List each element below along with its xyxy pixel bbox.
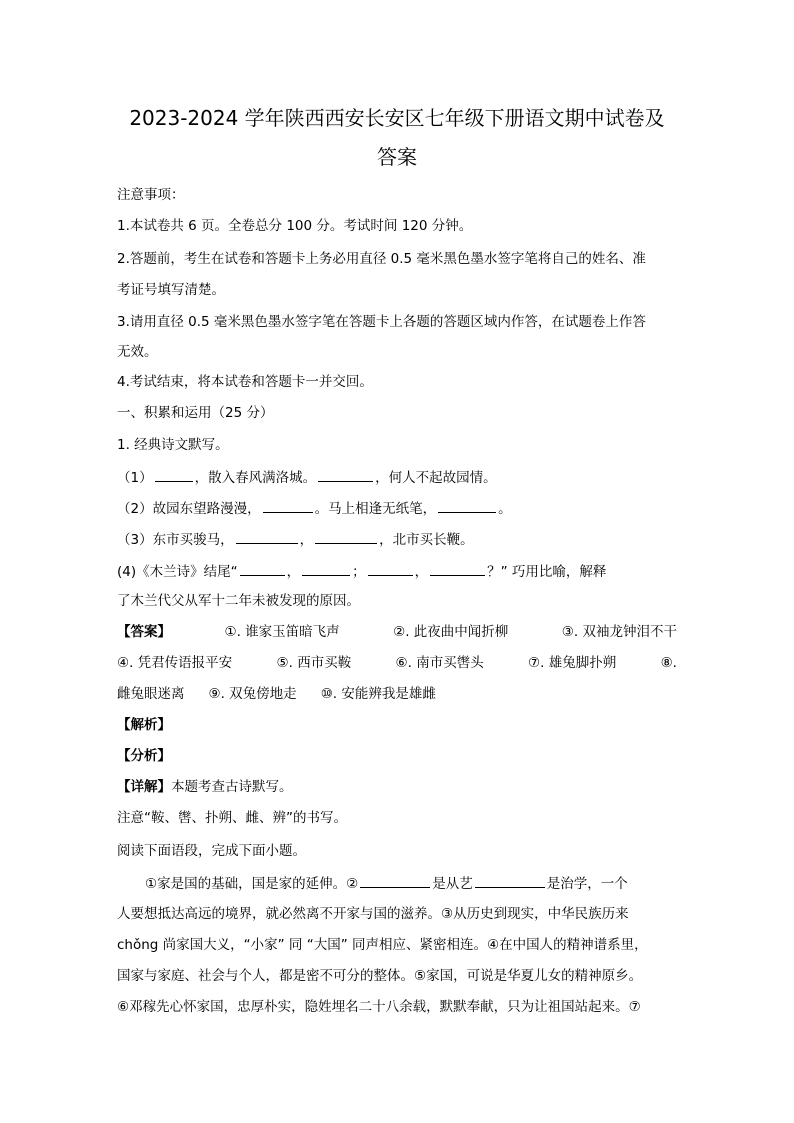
text: (4)《木兰诗》结尾“ bbox=[117, 564, 238, 580]
text: ①家是国的基础，国是家的延伸。② bbox=[145, 876, 359, 892]
blank bbox=[315, 529, 377, 544]
text: 。马上相逢无纸笔， bbox=[314, 501, 437, 517]
question-part-3 bbox=[117, 529, 677, 549]
answer-item: ⑦. 雄兔脚扑朔 bbox=[528, 655, 617, 671]
detail-line bbox=[117, 778, 677, 796]
notice-item: 3.请用直径 0.5 毫米黑色墨水签字笔在答题卡上各题的答题区域内作答，在试题卷上作答 bbox=[117, 314, 646, 330]
question-part-2 bbox=[117, 498, 677, 518]
notice-item: 1.本试卷共 6 页。全卷总分 100 分。考试时间 120 分钟。 bbox=[117, 218, 473, 234]
answer-line-1 bbox=[117, 623, 677, 641]
answer-item: ⑩. 安能辨我是雄雌 bbox=[320, 686, 436, 702]
text: 是从艺 bbox=[432, 876, 473, 892]
question-part-4 bbox=[117, 561, 677, 581]
text: ， bbox=[414, 564, 429, 580]
blank bbox=[236, 529, 298, 544]
answer-item: ⑤. 西市买鞍 bbox=[276, 655, 352, 671]
text: ， bbox=[286, 564, 301, 580]
blank bbox=[318, 467, 373, 482]
passage-line bbox=[117, 873, 677, 893]
text: ，散入春风满洛城。 bbox=[194, 470, 317, 486]
text: （2）故园东望路漫漫， bbox=[117, 501, 261, 517]
answer-item: ⑧. bbox=[660, 655, 677, 671]
section-heading: 一、积累和运用（25 分） bbox=[117, 405, 274, 421]
detail-text: 本题考查古诗默写。 bbox=[171, 779, 293, 795]
fenxi-label: 【分析】 bbox=[117, 748, 171, 764]
blank bbox=[430, 561, 485, 576]
analysis-label: 【解析】 bbox=[117, 717, 171, 733]
passage-line: 人要想抵达高远的境界，就必然离不开家与国的滋养。③从历史到现实，中华民族历来 bbox=[117, 906, 629, 922]
answer-item: ⑥. 南市买辔头 bbox=[395, 655, 484, 671]
answer-line-2 bbox=[117, 654, 677, 672]
question-part-4-cont: 了木兰代父从军十二年未被发现的原因。 bbox=[117, 593, 360, 609]
passage-line: ⑥邓稼先心怀家国，忠厚朴实，隐姓埋名二十八余载，默默奉献，只为让祖国站起来。⑦ bbox=[117, 999, 641, 1015]
blank bbox=[360, 873, 430, 888]
question-part-1 bbox=[117, 467, 677, 487]
text: ， bbox=[299, 532, 314, 548]
notice-item: 2.答题前，考生在试卷和答题卡上务必用直径 0.5 毫米黑色墨水签字笔将自己的姓名、准 bbox=[117, 251, 646, 267]
passage-line: 国家与家庭、社会与个人，都是密不可分的整体。⑤家国，可说是华夏儿女的精神原乡。 bbox=[117, 968, 643, 984]
instruction-line: 阅读下面语段，完成下面小题。 bbox=[117, 843, 306, 859]
answer-item: ④. 凭君传语报平安 bbox=[117, 655, 233, 671]
part-label: （1） bbox=[117, 470, 153, 486]
passage-line: chǒng 尚家国大义，“小家” 同 “大国” 同声相应、紧密相连。④在中国人的精神谱系里， bbox=[117, 937, 648, 953]
notice-item: 考证号填写清楚。 bbox=[117, 282, 225, 298]
text: 是治学，一个 bbox=[546, 876, 628, 892]
text: ，何人不起故园情。 bbox=[375, 470, 497, 486]
note-line: 注意“鞍、辔、扑朔、雌、辨”的书写。 bbox=[117, 810, 347, 826]
blank bbox=[155, 467, 193, 482]
text: （3）东市买骏马， bbox=[117, 532, 234, 548]
blank bbox=[438, 498, 496, 513]
answer-item: 雌兔眼迷离 bbox=[117, 686, 185, 702]
blank bbox=[368, 561, 413, 576]
answer-item: ③. 双袖龙钟泪不干 bbox=[561, 624, 677, 640]
blank bbox=[302, 561, 350, 576]
text: 。 bbox=[498, 501, 512, 517]
answer-line-3 bbox=[117, 685, 677, 703]
notice-item: 4.考试结束，将本试卷和答题卡一并交回。 bbox=[117, 374, 373, 390]
blank bbox=[263, 498, 313, 513]
doc-title-line2: 答案 bbox=[377, 145, 417, 169]
notice-item: 无效。 bbox=[117, 344, 158, 360]
text: ，北市买长鞭。 bbox=[379, 532, 474, 548]
text: ； bbox=[352, 564, 366, 580]
doc-title-line1: 2023-2024 学年陕西西安长安区七年级下册语文期中试卷及 bbox=[129, 106, 665, 130]
answer-item: ⑨. 双兔傍地走 bbox=[208, 686, 297, 702]
question-stem: 1. 经典诗文默写。 bbox=[117, 437, 229, 453]
blank bbox=[240, 561, 285, 576]
answer-item: ②. 此夜曲中闻折柳 bbox=[393, 624, 509, 640]
detail-label: 【详解】 bbox=[117, 779, 171, 795]
blank bbox=[475, 873, 545, 888]
text: ？” 巧用比喻，解释 bbox=[487, 564, 607, 580]
answer-label: 【答案】 bbox=[117, 624, 171, 640]
notice-heading: 注意事项： bbox=[117, 187, 185, 203]
answer-item: ①. 谁家玉笛暗飞声 bbox=[224, 624, 340, 640]
